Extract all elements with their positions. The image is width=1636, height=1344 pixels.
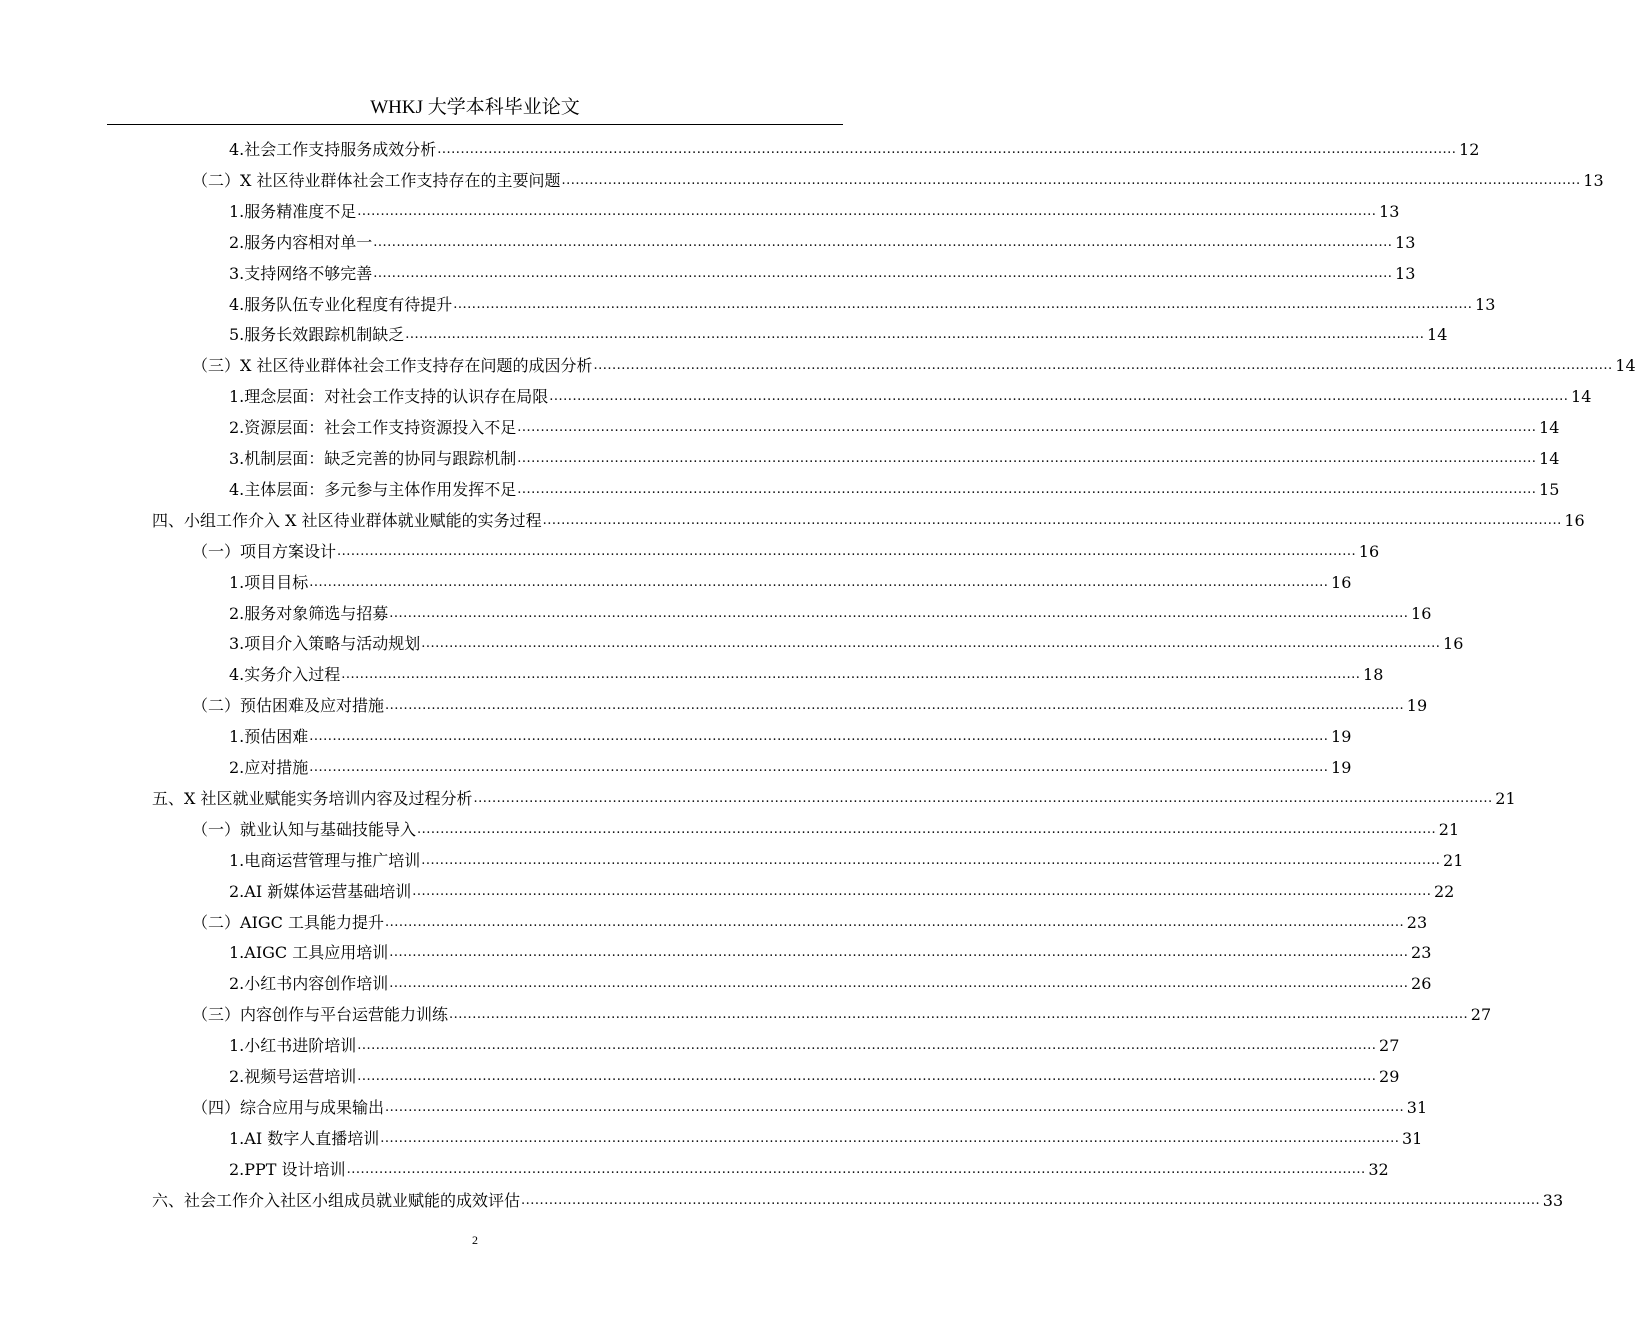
toc-entry-page: 19 xyxy=(1331,758,1352,777)
toc-leader-dots: ............................................................................................................................................................................................................................ xyxy=(309,729,1329,745)
toc-entry-number: 1. xyxy=(229,572,245,592)
toc-entry-number: 4. xyxy=(229,140,245,159)
toc-leader-dots: ............................................................................................................................................................................................................................ xyxy=(357,1038,1377,1054)
toc-entry-title: 小红书进阶培训 xyxy=(244,1036,357,1056)
toc-entry-title: X 社区待业群体社会工作支持存在问题的成因分析 xyxy=(240,356,593,376)
toc-leader-dots: ............................................................................................................................................................................................................................ xyxy=(380,1130,1400,1146)
toc-entry-title: X 社区就业赋能实务培训内容及过程分析 xyxy=(184,788,473,808)
toc-entry[interactable] xyxy=(192,814,1460,845)
toc-entry[interactable] xyxy=(192,165,1604,196)
toc-entry-number: 3. xyxy=(229,263,245,283)
toc-entry[interactable] xyxy=(229,227,1416,258)
toc-entry-number: 2. xyxy=(229,881,245,901)
toc-leader-dots: ............................................................................................................................................................................................................................ xyxy=(389,945,1409,961)
toc-entry-number: 1. xyxy=(229,1128,245,1148)
toc-entry-page: 27 xyxy=(1379,1036,1400,1056)
toc-entry-number: （一） xyxy=(192,541,241,561)
toc-entry-title: 社会工作支持服务成效分析 xyxy=(244,140,437,159)
toc-entry-title: 服务精准度不足 xyxy=(244,201,357,221)
toc-leader-dots: ............................................................................................................................................................................................................................ xyxy=(412,883,1432,899)
toc-entry-title: AI 新媒体运营基础培训 xyxy=(244,881,412,901)
toc-entry-page: 33 xyxy=(1542,1190,1564,1210)
page-number: 2 xyxy=(472,1233,478,1247)
toc-entry-number: 3. xyxy=(229,634,245,654)
toc-entry[interactable] xyxy=(192,350,1636,381)
toc-leader-dots: ............................................................................................................................................................................................................................ xyxy=(437,142,1457,157)
toc-entry[interactable] xyxy=(229,289,1496,320)
toc-entry-title: 理念层面：对社会工作支持的认识存在局限 xyxy=(244,387,549,407)
toc-entry[interactable] xyxy=(192,536,1380,567)
toc-entry-title: 小组工作介入 X 社区待业群体就业赋能的实务过程 xyxy=(184,510,542,530)
toc-entry-title: 实务介入过程 xyxy=(244,665,341,685)
toc-leader-dots: ............................................................................................................................................................................................................................ xyxy=(561,172,1581,188)
toc-entry[interactable] xyxy=(229,598,1432,629)
toc-entry-title: 支持网络不够完善 xyxy=(244,263,373,283)
toc-leader-dots: ............................................................................................................................................................................................................................ xyxy=(385,914,1405,930)
toc-entry-number: 五、 xyxy=(152,788,185,808)
toc-leader-dots: ............................................................................................................................................................................................................................ xyxy=(549,389,1569,405)
toc-entry-page: 21 xyxy=(1438,819,1460,839)
toc-leader-dots: ............................................................................................................................................................................................................................ xyxy=(385,698,1405,714)
toc-entry-page: 16 xyxy=(1411,603,1432,623)
toc-entry-number: 4. xyxy=(229,665,245,685)
toc-entry-page: 29 xyxy=(1379,1067,1400,1086)
toc-leader-dots: ............................................................................................................................................................................................................................ xyxy=(521,1192,1541,1208)
toc-entry-title: 资源层面：社会工作支持资源投入不足 xyxy=(244,418,517,438)
toc-leader-dots: ............................................................................................................................................................................................................................ xyxy=(473,790,1493,806)
toc-leader-dots: ............................................................................................................................................................................................................................ xyxy=(309,760,1329,775)
toc-entry[interactable] xyxy=(229,381,1592,412)
toc-entry-title: 电商运营管理与推广培训 xyxy=(244,850,421,870)
toc-leader-dots: ............................................................................................................................................................................................................................ xyxy=(421,852,1441,868)
toc-entry-number: 1. xyxy=(229,201,245,221)
toc-entry-page: 14 xyxy=(1539,418,1560,438)
page-header: WHKJ 大学本科毕业论文 xyxy=(370,97,580,118)
toc-entry-title: X 社区待业群体社会工作支持存在的主要问题 xyxy=(240,170,561,190)
toc-entry-page: 14 xyxy=(1615,356,1636,376)
toc-leader-dots: ............................................................................................................................................................................................................................ xyxy=(449,1007,1469,1023)
toc-entry[interactable] xyxy=(229,876,1455,907)
toc-entry-number: 4. xyxy=(229,479,245,499)
toc-entry-number: 4. xyxy=(229,294,245,314)
toc-entry-page: 21 xyxy=(1443,850,1464,870)
toc-entry-page: 19 xyxy=(1406,696,1428,716)
toc-entry[interactable] xyxy=(229,968,1432,999)
toc-entry-title: 应对措施 xyxy=(244,758,309,777)
toc-entry-title: 项目介入策略与活动规划 xyxy=(244,634,421,654)
toc-leader-dots: ............................................................................................................................................................................................................................ xyxy=(346,1161,1366,1177)
toc-entry-page: 16 xyxy=(1358,541,1380,561)
toc-entry-number: （二） xyxy=(192,696,241,716)
toc-entry-page: 23 xyxy=(1406,912,1428,932)
toc-entry[interactable] xyxy=(229,258,1416,289)
toc-entry[interactable] xyxy=(192,907,1428,938)
toc-entry-number: （四） xyxy=(192,1097,241,1117)
toc-entry-title: 社会工作介入社区小组成员就业赋能的成效评估 xyxy=(184,1190,521,1210)
toc-entry-number: 2. xyxy=(229,603,245,623)
toc-entry-number: 四、 xyxy=(152,510,185,530)
toc-entry[interactable] xyxy=(229,412,1560,443)
toc-entry[interactable] xyxy=(229,319,1448,350)
toc-entry[interactable] xyxy=(152,505,1585,536)
toc-entry-title: 内容创作与平台运营能力训练 xyxy=(240,1005,449,1025)
toc-entry[interactable] xyxy=(229,1061,1400,1092)
toc-entry-page: 16 xyxy=(1443,634,1464,654)
toc-entry[interactable] xyxy=(152,1185,1564,1216)
toc-entry-number: （二） xyxy=(192,170,241,190)
toc-leader-dots: ............................................................................................................................................................................................................................ xyxy=(517,481,1537,497)
toc-entry-title: AIGC 工具应用培训 xyxy=(244,943,389,963)
toc-entry-number: （三） xyxy=(192,1005,241,1025)
toc-entry-number: 2. xyxy=(229,418,245,438)
toc-leader-dots: ............................................................................................................................................................................................................................ xyxy=(405,327,1425,343)
toc-entry[interactable] xyxy=(229,659,1384,690)
toc-entry-number: 3. xyxy=(229,449,245,468)
toc-entry[interactable] xyxy=(229,1030,1400,1061)
toc-entry-number: 2. xyxy=(229,1067,245,1086)
toc-entry-page: 16 xyxy=(1564,510,1585,530)
toc-entry[interactable] xyxy=(229,474,1560,505)
toc-entry[interactable] xyxy=(229,1154,1389,1185)
toc-leader-dots: ............................................................................................................................................................................................................................ xyxy=(593,358,1613,374)
toc-entry-number: 1. xyxy=(229,727,245,747)
toc-entry-number: 六、 xyxy=(152,1190,185,1210)
toc-leader-dots: ............................................................................................................................................................................................................................ xyxy=(517,451,1537,466)
toc-entry-title: 服务长效跟踪机制缺乏 xyxy=(244,325,405,345)
toc-entry-title: 预估困难 xyxy=(244,727,309,747)
toc-entry-page: 23 xyxy=(1411,943,1432,963)
toc-entry-title: 服务对象筛选与招募 xyxy=(244,603,389,623)
toc-leader-dots: ............................................................................................................................................................................................................................ xyxy=(421,636,1441,652)
toc-entry-number: 1. xyxy=(229,850,245,870)
toc-entry-page: 14 xyxy=(1571,387,1592,407)
toc-entry[interactable] xyxy=(192,1092,1428,1123)
toc-entry-title: AIGC 工具能力提升 xyxy=(240,912,385,932)
toc-entry-title: 就业认知与基础技能导入 xyxy=(240,819,417,839)
toc-entry-page: 18 xyxy=(1363,665,1384,685)
toc-leader-dots: ............................................................................................................................................................................................................................ xyxy=(337,543,1357,559)
toc-entry-number: 2. xyxy=(229,758,245,777)
toc-entry[interactable] xyxy=(229,134,1480,165)
toc-entry-title: 服务内容相对单一 xyxy=(244,232,373,252)
toc-entry-page: 21 xyxy=(1495,788,1516,808)
toc-entry-number: （一） xyxy=(192,819,241,839)
toc-leader-dots: ............................................................................................................................................................................................................................ xyxy=(389,976,1409,992)
toc-entry-title: 主体层面：多元参与主体作用发挥不足 xyxy=(244,479,517,499)
toc-entry-number: （二） xyxy=(192,912,241,932)
toc-entry-page: 32 xyxy=(1368,1159,1389,1179)
toc-entry-title: 项目方案设计 xyxy=(240,541,337,561)
toc-entry-number: 5. xyxy=(229,325,245,345)
toc-entry-page: 13 xyxy=(1395,232,1416,252)
toc-leader-dots: ............................................................................................................................................................................................................................ xyxy=(357,203,1377,219)
toc-leader-dots: ............................................................................................................................................................................................................................ xyxy=(385,1099,1405,1115)
toc-entry-page: 14 xyxy=(1427,325,1448,345)
toc-entry[interactable] xyxy=(229,628,1464,659)
toc-entry-page: 14 xyxy=(1539,449,1560,468)
header-divider xyxy=(107,124,843,125)
toc-entry-number: 1. xyxy=(229,943,245,963)
toc-entry[interactable] xyxy=(229,721,1352,752)
toc-leader-dots: ............................................................................................................................................................................................................................ xyxy=(373,234,1393,250)
toc-entry-title: 小红书内容创作培训 xyxy=(244,974,389,994)
toc-entry[interactable] xyxy=(192,690,1428,721)
toc-entry-page: 26 xyxy=(1411,974,1432,994)
toc-entry-page: 19 xyxy=(1331,727,1352,747)
toc-entry-number: （三） xyxy=(192,356,241,376)
toc-leader-dots: ............................................................................................................................................................................................................................ xyxy=(417,821,1437,837)
toc-entry[interactable] xyxy=(152,783,1516,814)
toc-leader-dots: ............................................................................................................................................................................................................................ xyxy=(309,574,1329,590)
toc-entry-number: 1. xyxy=(229,387,245,407)
toc-entry-page: 13 xyxy=(1475,294,1496,314)
toc-entry-title: PPT 设计培训 xyxy=(244,1159,346,1179)
toc-entry[interactable] xyxy=(229,196,1400,227)
toc-leader-dots: ............................................................................................................................................................................................................................ xyxy=(542,512,1562,528)
toc-leader-dots: ............................................................................................................................................................................................................................ xyxy=(453,296,1473,312)
toc-entry-title: 服务队伍专业化程度有待提升 xyxy=(244,294,453,314)
toc-entry-number: 2. xyxy=(229,232,245,252)
toc-leader-dots: ............................................................................................................................................................................................................................ xyxy=(389,605,1409,621)
toc-entry-page: 15 xyxy=(1539,479,1560,499)
toc-entry-page: 22 xyxy=(1434,881,1455,901)
toc-entry-title: 预估困难及应对措施 xyxy=(240,696,385,716)
toc-entry-page: 16 xyxy=(1331,572,1352,592)
toc-leader-dots: ............................................................................................................................................................................................................................ xyxy=(517,420,1537,436)
toc-entry-page: 13 xyxy=(1395,263,1416,283)
toc-entry-page: 12 xyxy=(1459,140,1480,159)
toc-entry[interactable] xyxy=(229,937,1432,968)
toc-entry[interactable] xyxy=(229,443,1560,474)
toc-entry-number: 2. xyxy=(229,1159,245,1179)
toc-entry-title: AI 数字人直播培训 xyxy=(244,1128,380,1148)
toc-entry-page: 27 xyxy=(1470,1005,1492,1025)
toc-entry-title: 综合应用与成果输出 xyxy=(240,1097,385,1117)
toc-leader-dots: ............................................................................................................................................................................................................................ xyxy=(341,667,1361,683)
toc-entry-number: 2. xyxy=(229,974,245,994)
toc-entry-number: 1. xyxy=(229,1036,245,1056)
toc-entry-page: 31 xyxy=(1406,1097,1428,1117)
toc-entry[interactable] xyxy=(229,752,1352,783)
toc-leader-dots: ............................................................................................................................................................................................................................ xyxy=(357,1069,1377,1084)
toc-entry-title: 视频号运营培训 xyxy=(244,1067,357,1086)
toc-entry-title: 机制层面：缺乏完善的协同与跟踪机制 xyxy=(244,449,517,468)
toc-entry[interactable] xyxy=(229,1123,1423,1154)
toc-entry-page: 13 xyxy=(1583,170,1604,190)
toc-entry[interactable] xyxy=(229,845,1464,876)
toc-entry[interactable] xyxy=(192,999,1492,1030)
toc-entry-title: 项目目标 xyxy=(244,572,309,592)
toc-leader-dots: ............................................................................................................................................................................................................................ xyxy=(373,265,1393,281)
toc-entry-page: 13 xyxy=(1379,201,1400,221)
toc-entry-page: 31 xyxy=(1402,1128,1423,1148)
toc-entry[interactable] xyxy=(229,567,1352,598)
